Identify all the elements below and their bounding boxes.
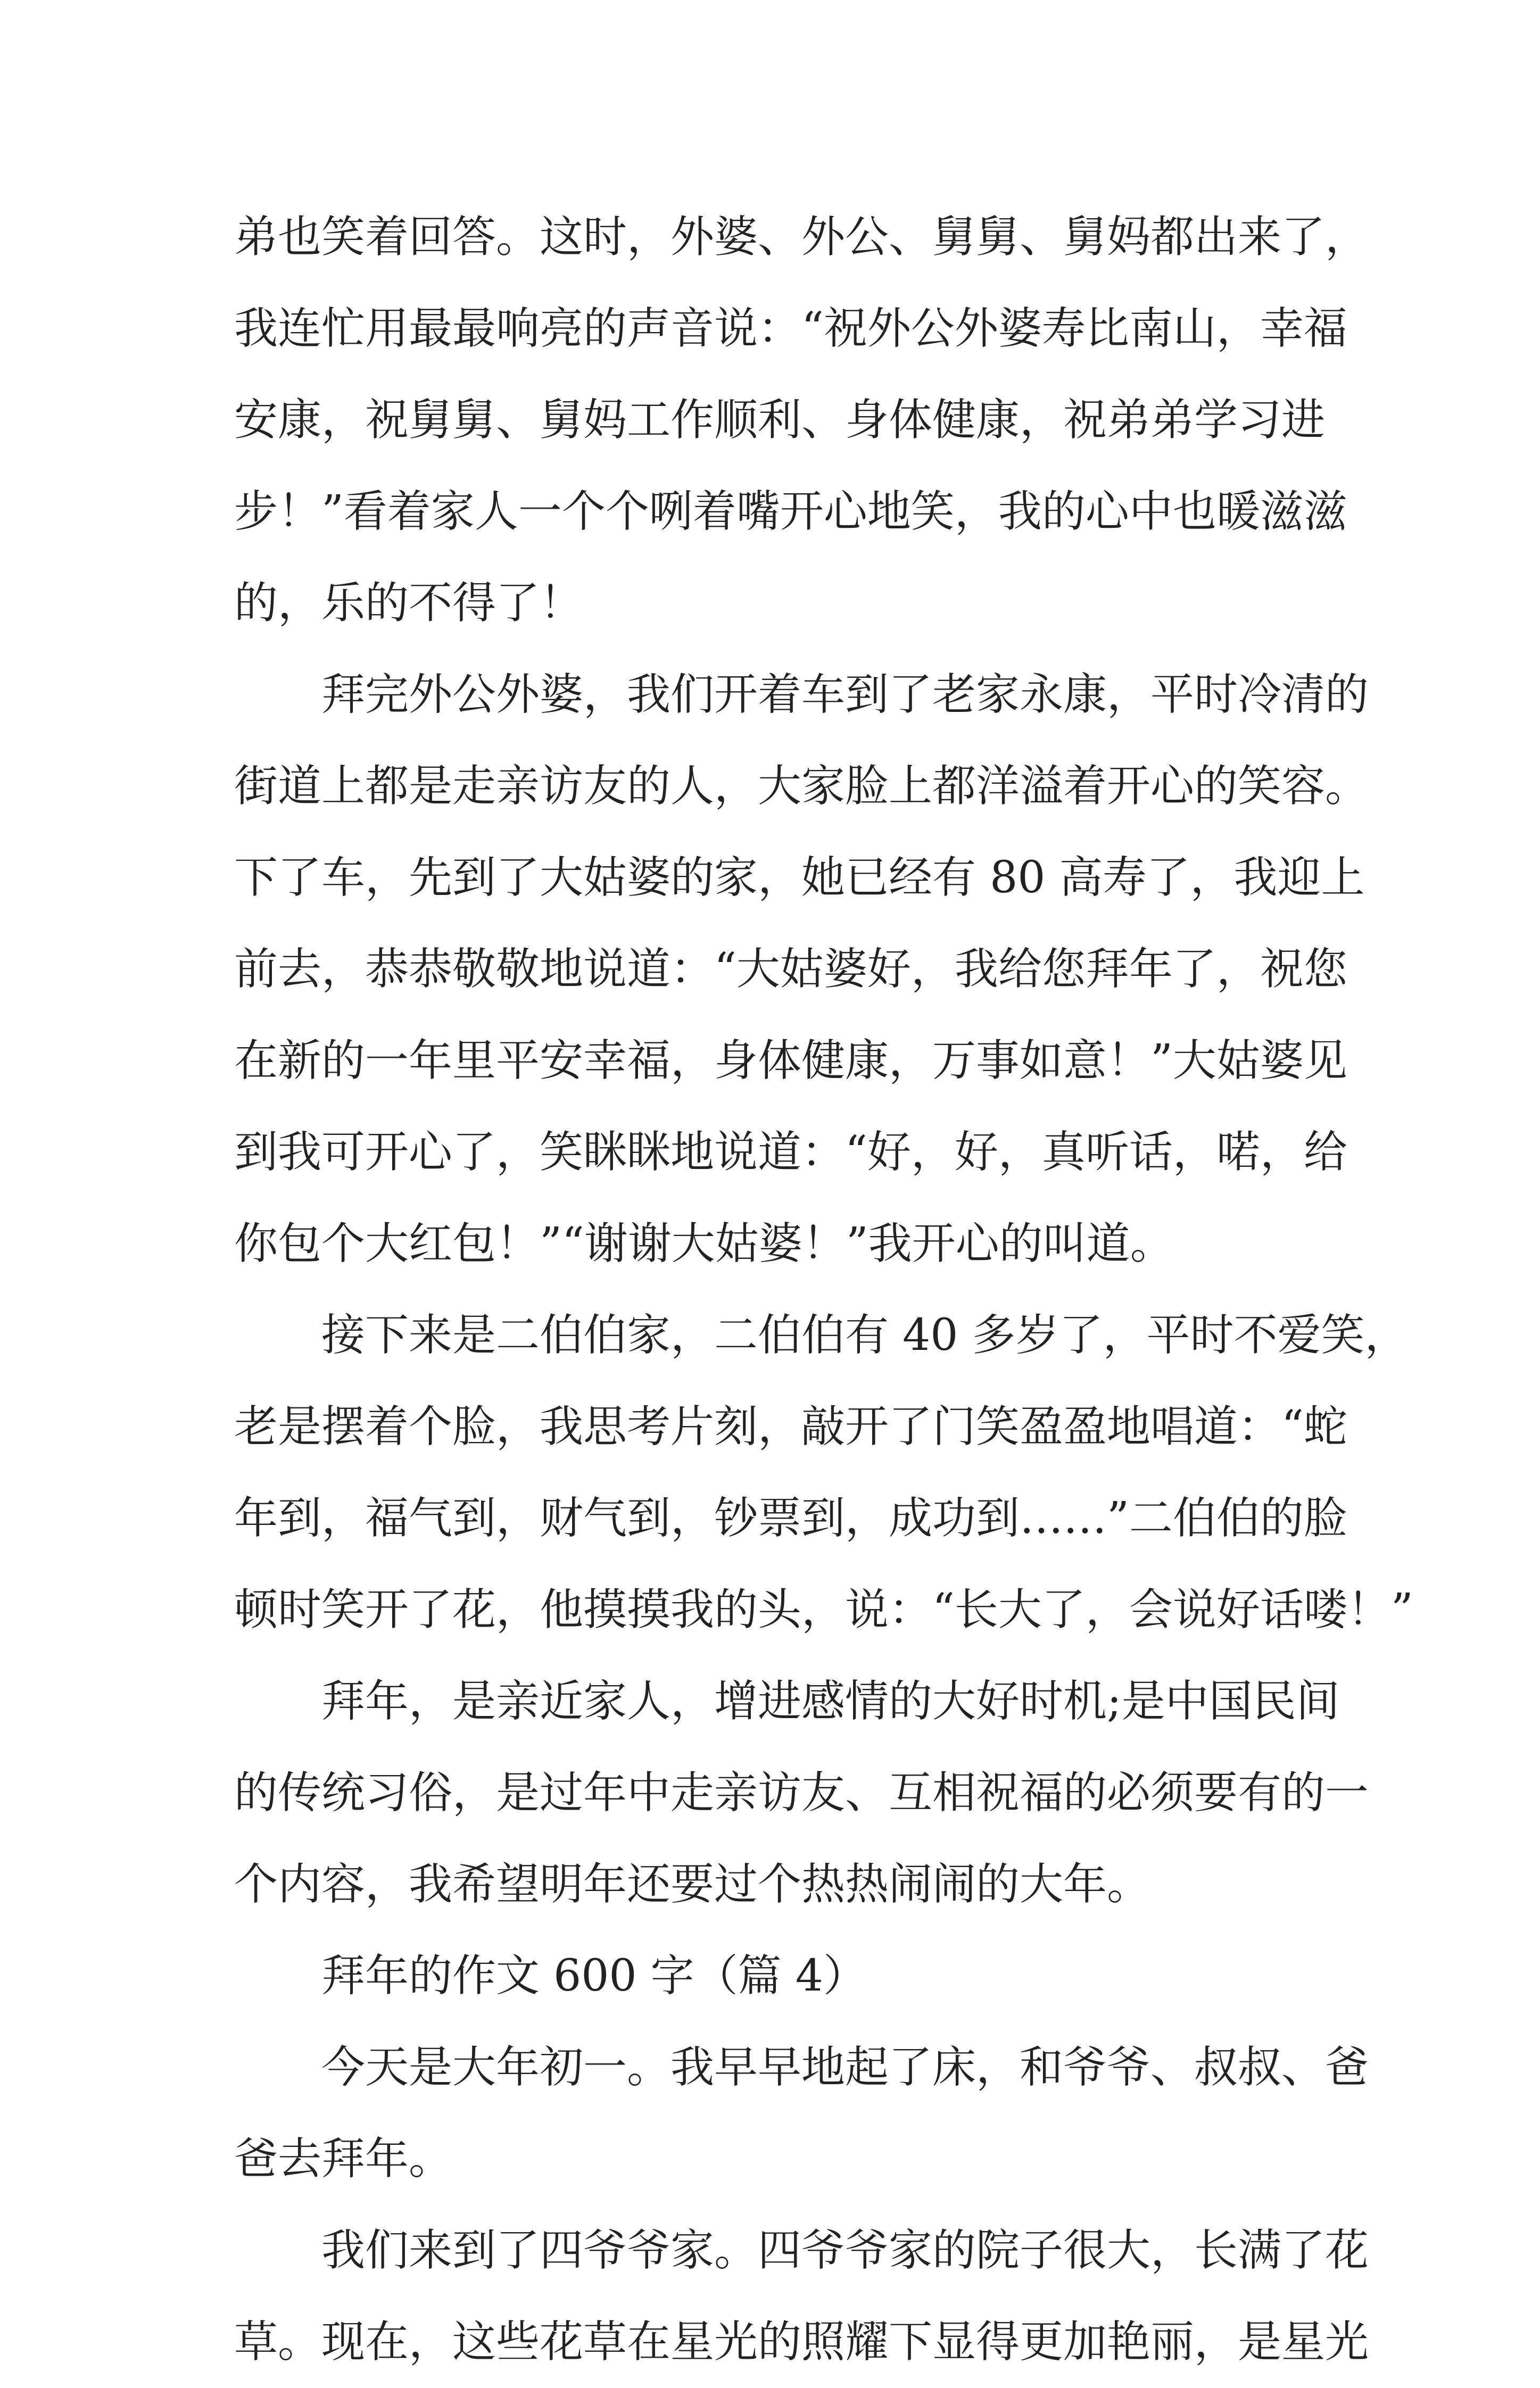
text-line: 顿时笑开了花，他摸摸我的头，说：“长大了，会说好话喽！” (234, 1585, 1413, 1635)
text-line: 下了车，先到了大姑婆的家，她已经有 80 高寿了，我迎上 (234, 852, 1365, 903)
text-line: 到我可开心了，笑眯眯地说道：“好，好，真听话，喏，给 (234, 1127, 1347, 1178)
text-line: 个内容，我希望明年还要过个热热闹闹的大年。 (234, 1859, 1151, 1910)
text-line: 前去，恭恭敬敬地说道：“大姑婆好，我给您拜年了，祝您 (234, 944, 1347, 994)
paragraph-first-line: 拜完外公外婆，我们开着车到了老家永康，平时冷清的 (321, 669, 1369, 720)
paragraph-first-line: 我们来到了四爷爷家。四爷爷家的院子很大，长满了花 (321, 2225, 1369, 2276)
text-line: 步！”看着家人一个个咧着嘴开心地笑，我的心中也暖滋滋 (234, 486, 1347, 537)
text-line: 草。现在，这些花草在星光的照耀下显得更加艳丽，是星光 (234, 2317, 1369, 2367)
paragraph-first-line: 接下来是二伯伯家，二伯伯有 40 多岁了，平时不爱笑， (321, 1310, 1409, 1361)
text-line: 安康，祝舅舅、舅妈工作顺利、身体健康，祝弟弟学习进 (234, 395, 1326, 445)
paragraph-first-line: 拜年，是亲近家人，增进感情的大好时机;是中国民间 (321, 1676, 1340, 1727)
paragraph-first-line: 今天是大年初一。我早早地起了床，和爷爷、叔叔、爸 (321, 2042, 1369, 2093)
text-line: 弟也笑着回答。这时，外婆、外公、舅舅、舅妈都出来了， (234, 212, 1369, 262)
section-heading: 拜年的作文 600 字（篇 4） (321, 1951, 867, 2001)
text-line: 街道上都是走亲访友的人，大家脸上都洋溢着开心的笑容。 (234, 761, 1369, 811)
text-line: 老是摆着个脸，我思考片刻，敲开了门笑盈盈地唱道：“蛇 (234, 1402, 1347, 1452)
text-line: 在新的一年里平安幸福，身体健康，万事如意！”大姑婆见 (234, 1035, 1347, 1086)
document-body (234, 192, 1413, 2388)
text-line: 的传统习俗，是过年中走亲访友、互相祝福的必须要有的一 (234, 1768, 1369, 1818)
text-line: 年到，福气到，财气到，钞票到，成功到……”二伯伯的脸 (234, 1493, 1347, 1544)
text-line: 你包个大红包！”“谢谢大姑婆！”我开心的叫道。 (234, 1218, 1174, 1269)
text-line: 爸去拜年。 (234, 2134, 453, 2184)
text-line: 我连忙用最最响亮的声音说：“祝外公外婆寿比南山，幸福 (234, 303, 1347, 354)
text-line: 的，乐的不得了！ (234, 578, 584, 628)
